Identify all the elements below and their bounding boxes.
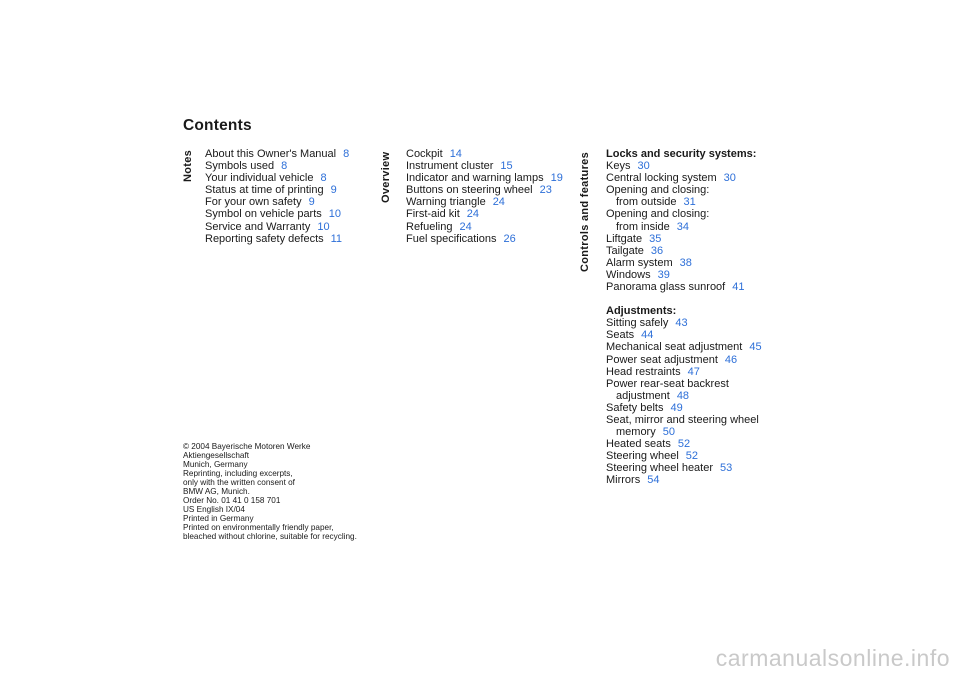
toc-page-number[interactable]: 9 [308, 196, 315, 209]
toc-entry[interactable] [606, 317, 762, 329]
copyright-line: only with the written consent of [183, 478, 295, 487]
toc-page-number[interactable]: 39 [657, 268, 670, 281]
toc-page-number[interactable]: 52 [685, 450, 699, 463]
toc-entry[interactable] [205, 233, 349, 245]
toc-entry-text: from inside [616, 220, 670, 233]
toc-entry-text: Safety belts [606, 401, 664, 414]
toc-entry-text: Sitting safely [606, 317, 669, 330]
toc-entry[interactable] [205, 208, 349, 220]
toc-entry-text: Tailgate [606, 244, 644, 257]
controls-list [606, 148, 762, 487]
toc-entry[interactable] [606, 450, 762, 462]
toc-entry[interactable] [406, 221, 563, 233]
toc-page-number[interactable]: 50 [662, 426, 675, 439]
toc-page-number[interactable]: 34 [676, 220, 690, 233]
section-label-controls: Controls and features [579, 152, 591, 272]
toc-entry-text: Power seat adjustment [606, 353, 718, 366]
toc-entry-text: Indicator and warning lamps [406, 172, 544, 185]
locks-heading: Locks and security systems: [606, 148, 757, 160]
toc-entry[interactable] [606, 172, 762, 184]
toc-entry[interactable] [606, 341, 762, 353]
notes-list [205, 148, 349, 245]
toc-entry-text: Refueling [406, 220, 453, 233]
toc-entry-text: Mirrors [606, 474, 641, 487]
toc-entry[interactable] [606, 354, 762, 366]
toc-page-number[interactable]: 46 [724, 353, 738, 366]
toc-entry-text: Warning triangle [406, 196, 486, 209]
toc-entry[interactable] [205, 148, 349, 160]
toc-page-number[interactable]: 45 [749, 341, 762, 354]
toc-page-number[interactable]: 15 [500, 160, 513, 173]
toc-entry-text: Liftgate [606, 232, 643, 245]
toc-page-number[interactable]: 23 [539, 184, 552, 197]
toc-entry-text: Symbols used [205, 160, 275, 173]
copyright-line: © 2004 Bayerische Motoren Werke [183, 442, 311, 451]
adjustments-heading: Adjustments: [606, 305, 677, 318]
toc-entry-text: First-aid kit [406, 208, 460, 221]
toc-entry[interactable] [606, 233, 762, 245]
toc-entry-text: memory [616, 426, 656, 439]
toc-entry[interactable] [406, 208, 563, 220]
toc-entry-text: Mechanical seat adjustment [606, 341, 743, 354]
copyright-line: Printed on environmentally friendly paper, [183, 523, 334, 532]
toc-page-number[interactable]: 44 [641, 329, 654, 342]
copyright-line: Munich, Germany [183, 460, 248, 469]
toc-entry-text: Symbol on vehicle parts [205, 208, 322, 221]
toc-entry-text: Alarm system [606, 256, 673, 269]
section-label-notes: Notes [182, 149, 194, 182]
toc-entry-text: Service and Warranty [205, 220, 311, 233]
page-title: Contents [183, 117, 252, 134]
toc-entry[interactable] [406, 233, 563, 245]
toc-page-number[interactable]: 30 [723, 172, 736, 185]
toc-entry-text: Central locking system [606, 172, 717, 185]
section-label-overview: Overview [380, 151, 392, 203]
toc-entry[interactable] [606, 281, 762, 293]
toc-entry-text: For your own safety [205, 196, 302, 209]
toc-page-number[interactable]: 10 [317, 220, 330, 233]
toc-page-number[interactable]: 9 [330, 184, 337, 197]
toc-entry-text: Opening and closing: [606, 184, 710, 197]
toc-page-number[interactable]: 10 [328, 208, 342, 221]
toc-entry[interactable] [606, 474, 762, 486]
toc-page-number[interactable]: 11 [330, 232, 343, 245]
toc-entry[interactable] [606, 438, 762, 450]
toc-entry[interactable] [406, 148, 563, 160]
toc-entry-text: Opening and closing: [606, 208, 710, 221]
copyright-line: Printed in Germany [183, 514, 254, 523]
toc-page-number[interactable]: 49 [670, 401, 683, 414]
toc-page-number[interactable]: 26 [503, 232, 516, 245]
toc-entry-text: adjustment [616, 389, 670, 402]
toc-entry-text: Steering wheel heater [606, 462, 714, 475]
toc-entry[interactable] [606, 245, 762, 257]
toc-entry-text: Seats [606, 329, 635, 342]
toc-page-number[interactable]: 38 [679, 256, 692, 269]
toc-entry[interactable] [205, 221, 349, 233]
section-spacer [606, 293, 762, 305]
toc-page-number[interactable]: 53 [720, 462, 733, 475]
toc-page-number[interactable]: 24 [459, 220, 472, 233]
toc-entry[interactable] [406, 184, 563, 196]
toc-entry[interactable] [606, 402, 762, 414]
copyright-notice [183, 442, 357, 541]
toc-entry[interactable] [205, 160, 349, 172]
toc-entry[interactable] [606, 366, 762, 378]
copyright-line: US English IX/04 [183, 505, 245, 514]
toc-entry[interactable] [606, 329, 762, 341]
copyright-line: BMW AG, Munich. [183, 487, 250, 496]
toc-page-number[interactable]: 36 [650, 244, 664, 257]
toc-page-number[interactable]: 43 [675, 317, 688, 330]
toc-entry-text: Head restraints [606, 365, 681, 378]
toc-entry-text: Windows [606, 268, 651, 281]
toc-page-number[interactable]: 24 [466, 208, 480, 221]
copyright-line: Aktiengesellschaft [183, 451, 249, 460]
toc-entry-text: Fuel specifications [406, 232, 497, 245]
toc-page-number[interactable]: 8 [343, 148, 350, 160]
toc-entry-text: Cockpit [406, 148, 443, 160]
toc-page-number[interactable]: 14 [449, 148, 462, 160]
toc-page-number[interactable]: 48 [676, 389, 690, 402]
toc-page-number[interactable]: 19 [550, 172, 563, 185]
toc-entry-text: Keys [606, 160, 631, 173]
toc-page-number[interactable]: 8 [281, 160, 288, 173]
toc-entry[interactable] [606, 462, 762, 474]
toc-page-number[interactable]: 30 [637, 160, 650, 173]
toc-entry[interactable] [205, 172, 349, 184]
toc-page-number[interactable]: 24 [492, 196, 505, 209]
toc-page-number[interactable]: 54 [647, 474, 660, 487]
toc-page-number[interactable]: 47 [687, 365, 700, 378]
copyright-line: bleached without chlorine, suitable for recycling. [183, 532, 357, 541]
overview-list [406, 148, 563, 245]
toc-page-number[interactable]: 31 [683, 196, 696, 209]
toc-page-number[interactable]: 52 [677, 438, 691, 451]
toc-entry-text: Steering wheel [606, 450, 679, 463]
toc-entry-text: Heated seats [606, 438, 671, 451]
toc-entry-text: Status at time of printing [205, 184, 324, 197]
toc-entry[interactable] [406, 160, 563, 172]
toc-entry-text: Instrument cluster [406, 160, 494, 173]
toc-entry-text: Your individual vehicle [205, 172, 314, 185]
toc-entry[interactable] [406, 172, 563, 184]
toc-entry[interactable] [606, 160, 762, 172]
toc-entry-text: Reporting safety defects [205, 232, 324, 245]
toc-entry[interactable] [606, 196, 762, 208]
toc-entry[interactable] [606, 257, 762, 269]
toc-entry[interactable] [406, 196, 563, 208]
toc-entry[interactable] [606, 269, 762, 281]
toc-entry-text: About this Owner's Manual [205, 148, 337, 160]
toc-entry[interactable] [606, 390, 762, 402]
copyright-line: Order No. 01 41 0 158 701 [183, 496, 281, 505]
watermark: carmanualsonline.info [715, 645, 950, 671]
toc-entry-text: Seat, mirror and steering wheel [606, 413, 759, 426]
toc-entry-text: Buttons on steering wheel [406, 184, 533, 197]
toc-entry-text: Panorama glass sunroof [606, 281, 726, 294]
toc-entry[interactable] [205, 184, 349, 196]
toc-entry-text: from outside [616, 196, 677, 209]
toc-entry[interactable] [205, 196, 349, 208]
toc-entry-text: Power rear-seat backrest [606, 377, 729, 390]
toc-page-number[interactable]: 41 [732, 281, 745, 294]
toc-entry[interactable] [606, 221, 762, 233]
toc-page-number[interactable]: 35 [649, 232, 662, 245]
copyright-line: Reprinting, including excerpts, [183, 469, 293, 478]
toc-entry[interactable] [606, 426, 762, 438]
toc-page-number[interactable]: 8 [320, 172, 327, 185]
